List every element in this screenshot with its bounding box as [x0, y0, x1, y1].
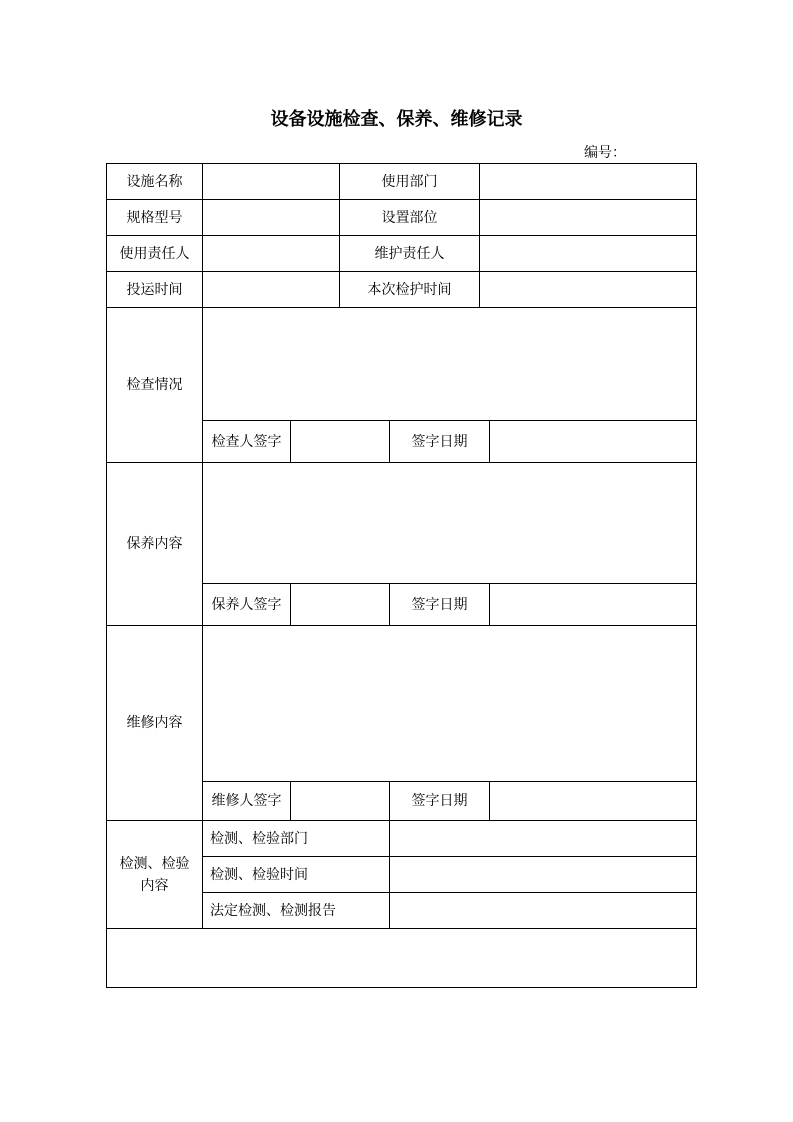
model-label: 规格型号	[107, 200, 203, 236]
repair-date-label: 签字日期	[390, 782, 490, 821]
remarks-field[interactable]	[107, 929, 697, 988]
check-time-label: 本次检护时间	[340, 272, 480, 308]
check-time-field[interactable]	[480, 272, 697, 308]
maintenance-label: 保养内容	[107, 463, 203, 626]
testing-report-label: 法定检测、检测报告	[203, 893, 390, 929]
facility-name-label: 设施名称	[107, 164, 203, 200]
commission-time-label: 投运时间	[107, 272, 203, 308]
testing-label	[107, 821, 203, 929]
maintainer-signature-field[interactable]	[291, 584, 390, 626]
user-in-charge-label: 使用责任人	[107, 236, 203, 272]
repairer-signature-label: 维修人签字	[203, 782, 291, 821]
model-field[interactable]	[203, 200, 340, 236]
facility-name-field[interactable]	[203, 164, 340, 200]
testing-label-line2: 内容	[140, 877, 169, 894]
department-field[interactable]	[480, 164, 697, 200]
testing-time-label: 检测、检验时间	[203, 857, 390, 893]
user-in-charge-field[interactable]	[203, 236, 340, 272]
testing-report-field[interactable]	[390, 893, 697, 929]
maintenance-date-label: 签字日期	[390, 584, 490, 626]
maintenance-date-field[interactable]	[490, 584, 697, 626]
testing-time-field[interactable]	[390, 857, 697, 893]
inspection-date-field[interactable]	[490, 421, 697, 463]
testing-department-label: 检测、检验部门	[203, 821, 390, 857]
record-table	[106, 163, 697, 988]
location-label: 设置部位	[340, 200, 480, 236]
maintainer-signature-label: 保养人签字	[203, 584, 291, 626]
page-title: 设备设施检查、保养、维修记录	[270, 109, 523, 130]
maintainer-in-charge-label: 维护责任人	[340, 236, 480, 272]
repair-date-field[interactable]	[490, 782, 697, 821]
maintenance-content-field[interactable]	[203, 463, 697, 584]
repair-label: 维修内容	[107, 626, 203, 821]
testing-label-line1: 检测、检验	[119, 855, 190, 872]
inspection-date-label: 签字日期	[390, 421, 490, 463]
commission-time-field[interactable]	[203, 272, 340, 308]
inspection-label: 检查情况	[107, 308, 203, 463]
department-label: 使用部门	[340, 164, 480, 200]
inspector-signature-field[interactable]	[291, 421, 390, 463]
inspection-content-field[interactable]	[203, 308, 697, 421]
serial-number-label: 编号：	[584, 145, 626, 161]
testing-department-field[interactable]	[390, 821, 697, 857]
maintainer-in-charge-field[interactable]	[480, 236, 697, 272]
location-field[interactable]	[480, 200, 697, 236]
repairer-signature-field[interactable]	[291, 782, 390, 821]
inspector-signature-label: 检查人签字	[203, 421, 291, 463]
repair-content-field[interactable]	[203, 626, 697, 782]
